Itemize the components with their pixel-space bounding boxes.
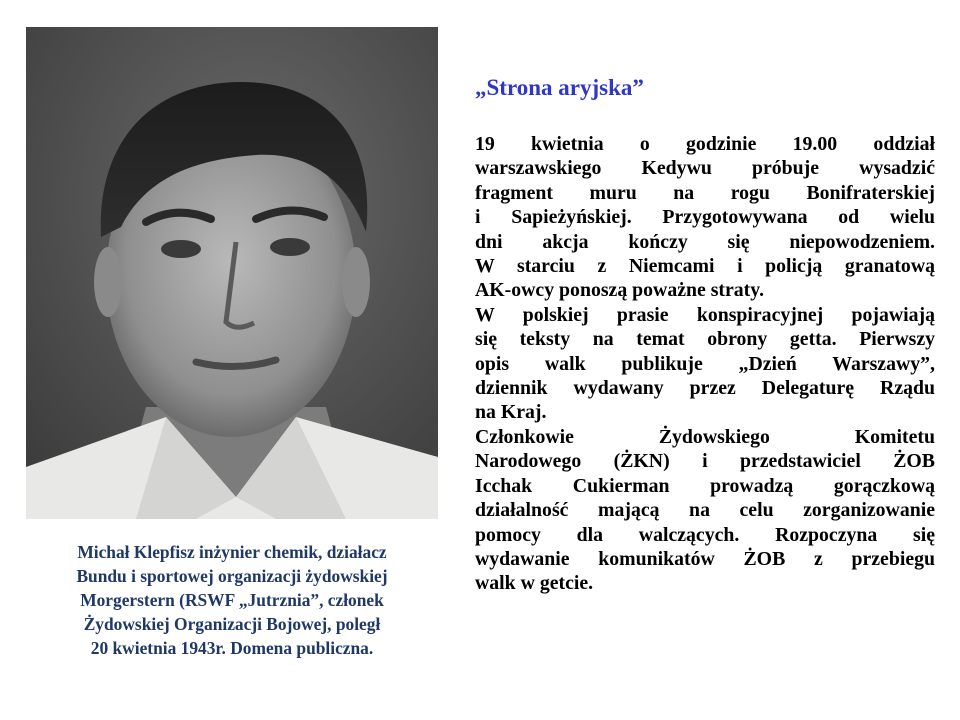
paragraph-line: Członkowie Żydowskiego Komitetu	[475, 425, 935, 448]
paragraph-line: Icchak Cukierman prowadzą gorączkową	[475, 474, 935, 497]
paragraph-line: walk w getcie.	[475, 572, 594, 595]
paragraph-line: pomocy dla walczących. Rozpoczyna się	[475, 523, 935, 546]
paragraph-line: W starciu z Niemcami i policją granatową	[475, 255, 935, 278]
caption-line: Michał Klepfisz inżynier chemik, działacz	[77, 542, 387, 562]
portrait-photo	[26, 27, 438, 519]
paragraph-line: dziennik wydawany przez Delegaturę Rządu	[475, 377, 935, 400]
body-text	[475, 132, 935, 596]
paragraph-line: dni akcja kończy się niepowodzeniem.	[475, 230, 935, 253]
caption-line: 20 kwietnia 1943r. Domena publiczna.	[90, 638, 374, 658]
paragraph-line: i Sapieżyńskiej. Przygotowywana od wielu	[475, 206, 935, 229]
photo-caption	[26, 540, 438, 660]
paragraph-line: na Kraj.	[475, 401, 547, 424]
caption-line: Żydowskiej Organizacji Bojowej, poległ	[83, 614, 381, 634]
paragraph-line: W polskiej prasie konspiracyjnej pojawiają	[475, 303, 935, 326]
paragraph-line: AK-owcy ponoszą poważne straty.	[475, 279, 765, 302]
paragraph-line: wydawanie komunikatów ŻOB z przebiegu	[475, 547, 935, 570]
paragraph-line: opis walk publikuje „Dzień Warszawy”,	[475, 352, 935, 375]
paragraph-line: się teksty na temat obrony getta. Pierwszy	[475, 328, 935, 351]
paragraph-line: warszawskiego Kedywu próbuje wysadzić	[475, 157, 935, 180]
paragraph-line: fragment muru na rogu Bonifraterskiej	[475, 181, 935, 204]
caption-line: Morgerstern (RSWF „Jutrznia”, członek	[80, 590, 384, 610]
paragraph-line: 19 kwietnia o godzinie 19.00 oddział	[475, 133, 935, 155]
paragraph-line: Narodowego (ŻKN) i przedstawiciel ŻOB	[475, 450, 935, 473]
paragraph-line: działalność mającą na celu zorganizowanie	[475, 499, 935, 522]
section-heading: „Strona aryjska”	[475, 75, 644, 100]
caption-line: Bundu i sportowej organizacji żydowskiej	[76, 566, 388, 586]
